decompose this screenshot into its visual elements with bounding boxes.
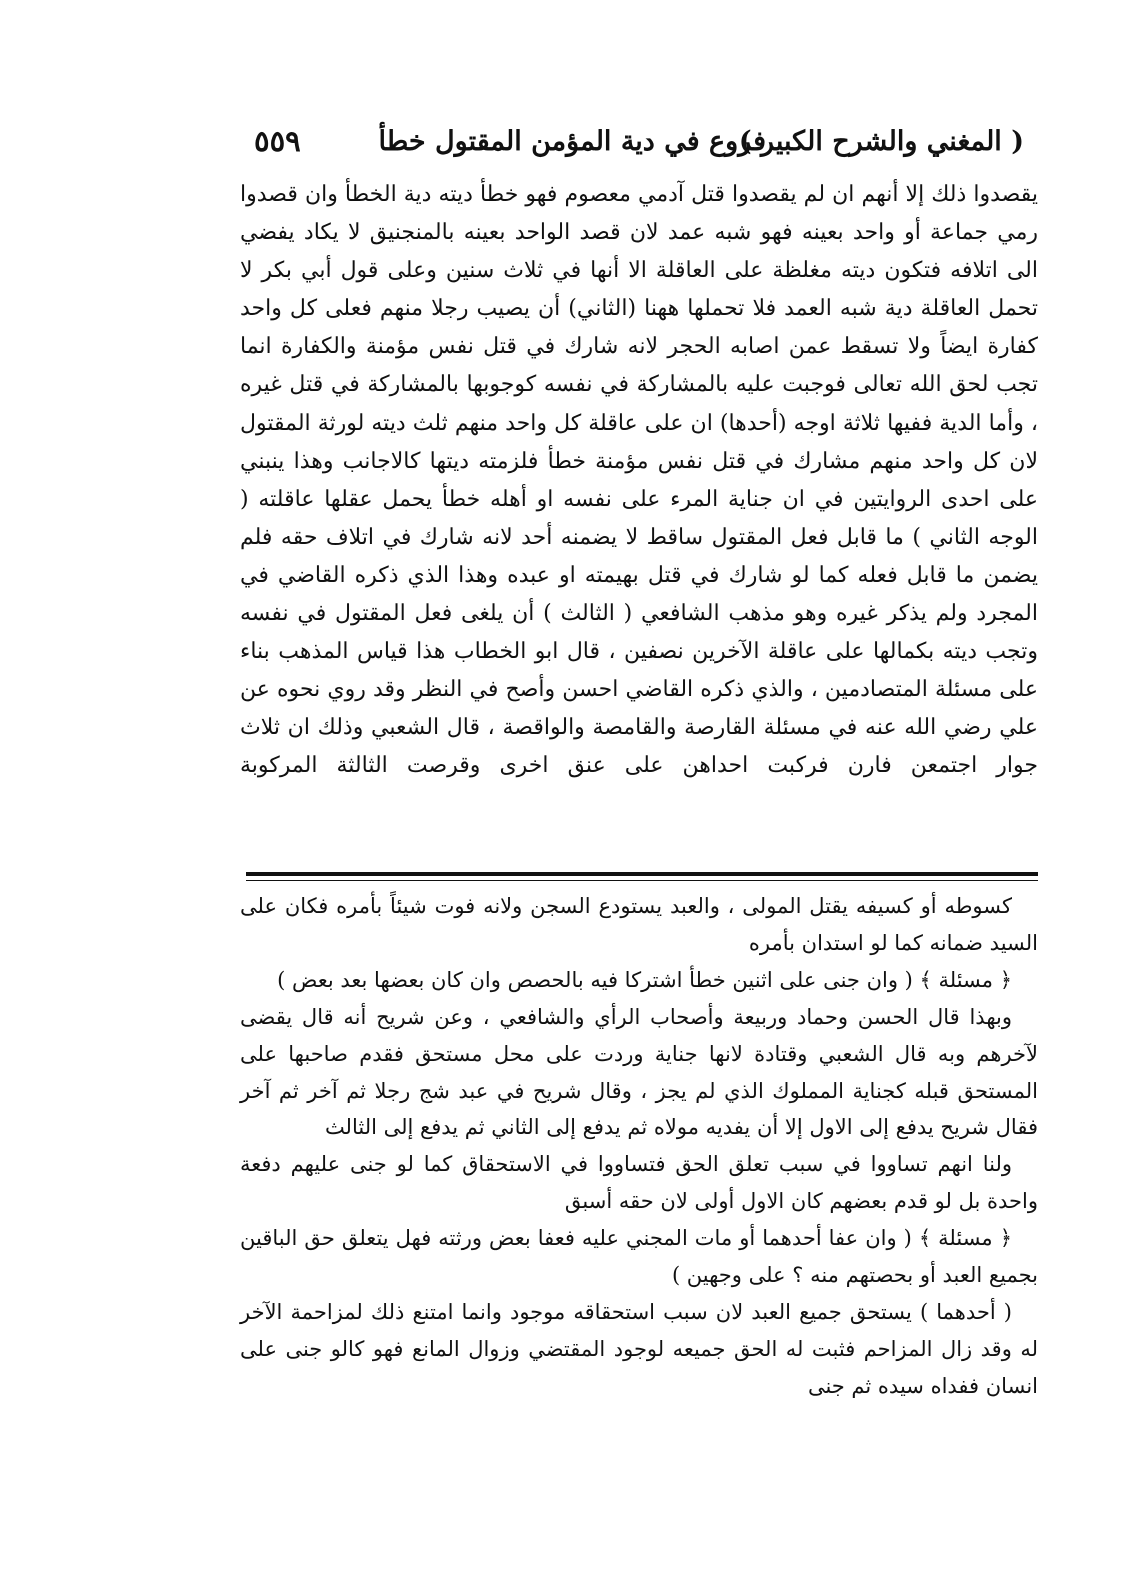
masala-heading-2: ﴿ مسئلة ﴾ ( وان عفا أحدهما أو مات المجني عليه فعفا بعض ورثته فهل يتعلق حق الباقين بجميع العبد أو بحصتهم منه ؟ على وجهين ) — [240, 1226, 1038, 1287]
page-number: ٥٥٩ — [254, 124, 301, 158]
chapter-title: فروع في دية المؤمن المقتول خطأ — [378, 126, 766, 157]
lower-paragraph-1: كسوطه أو كسيفه يقتل المولى ، والعبد يستودع السجن ولانه فوت شيئاً بأمره فكان على السيد ضمانه كما لو استدان بأمره — [240, 894, 1038, 955]
masala-heading-1: ﴿ مسئلة ﴾ ( وان جنى على اثنين خطأ اشتركا فيه بالحصص وان كان بعضها بعد بعض ) — [277, 968, 1012, 992]
section-divider-thin — [246, 880, 1038, 881]
secondary-text — [240, 888, 1038, 1398]
lower-paragraph-2: وبهذا قال الحسن وحماد وربيعة وأصحاب الرأي والشافعي ، وعن شريح أنه قال يقضى لآخرهم وبه قال الشعبي وقتادة لانها جناية وردت على محل مستحق فقدم صاحبها على المستحق قبله كجناية المملوك الذي لم يجز ، وقال شريح في عبد شج رجلا ثم آخر ثم آخر فقال شريح يدفع إلى الاول إلا أن يفديه مولاه ثم يدفع إلى الثاني ثم يدفع إلى الثالث — [240, 1005, 1038, 1140]
main-text-block: يقصدوا ذلك إلا أنهم ان لم يقصدوا قتل آدمي معصوم فهو خطأ ديته دية الخطأ وان قصدوا رمي جماعة أو واحد بعينه فهو شبه عمد لان قصد الواحد بعينه بالمنجنيق لا يكاد يفضي الى اتلافه فتكون ديته مغلظة على العاقلة الا أنها في ثلاث سنين وعلى قول أبي بكر لا تحمل العاقلة دية شبه العمد فلا تحملها ههنا (الثاني) أن يصيب رجلا منهم فعلى كل واحد كفارة ايضاً ولا تسقط عمن اصابه الحجر لانه شارك في قتل نفس مؤمنة والكفارة انما تجب لحق الله تعالى فوجبت عليه بالمشاركة في نفسه كوجوبها بالمشاركة في قتل غيره ، وأما الدية ففيها ثلاثة اوجه (أحدها) ان على عاقلة كل واحد منهم ثلث ديته لورثة المقتول لان كل واحد منهم مشارك في قتل نفس مؤمنة خطأ فلزمته ديتها كالاجانب وهذا ينبني على احدى الروايتين في ان جناية المرء على نفسه او أهله خطأ يحمل عقلها عاقلته ( الوجه الثاني ) ما قابل فعل المقتول ساقط لا يضمنه أحد لانه شارك في اتلاف حقه فلم يضمن ما قابل فعله كما لو شارك في قتل بهيمته او عبده وهذا الذي ذكره القاضي في المجرد ولم يذكر غيره وهو مذهب الشافعي ( الثالث ) أن يلغى فعل المقتول في نفسه وتجب ديته بكمالها على عاقلة الآخرين نصفين ، قال ابو الخطاب هذا قياس المذهب بناء على مسئلة المتصادمين ، والذي ذكره القاضي احسن وأصح في النظر وقد روي نحوه عن علي رضي الله عنه في مسئلة القارصة والقامصة والواقصة ، قال الشعبي وذلك ان ثلاث جوار اجتمعن فارن فركبت احداهن على عنق اخرى وقرصت الثالثة المركوبة — [240, 182, 1038, 779]
section-divider-thick — [246, 872, 1038, 876]
main-commentary-text — [240, 176, 1038, 862]
lower-paragraph-4: ( أحدهما ) يستحق جميع العبد لان سبب استحقاقه موجود وانما امتنع ذلك لمزاحمة الآخر له وقد زال المزاحم فثبت له الحق جميعه لوجود المقتضي وزوال المانع فهو كالو جنى على انسان ففداه سيده ثم جنى — [240, 1300, 1038, 1398]
lower-paragraph-3: ولنا انهم تساووا في سبب تعلق الحق فتساووا في الاستحقاق كما لو جنى عليهم دفعة واحدة بل لو قدم بعضهم كان الاول أولى لان حقه أسبق — [240, 1152, 1038, 1213]
book-title: ( المغني والشرح الكبير ) — [738, 126, 1024, 157]
running-header — [246, 118, 1038, 168]
